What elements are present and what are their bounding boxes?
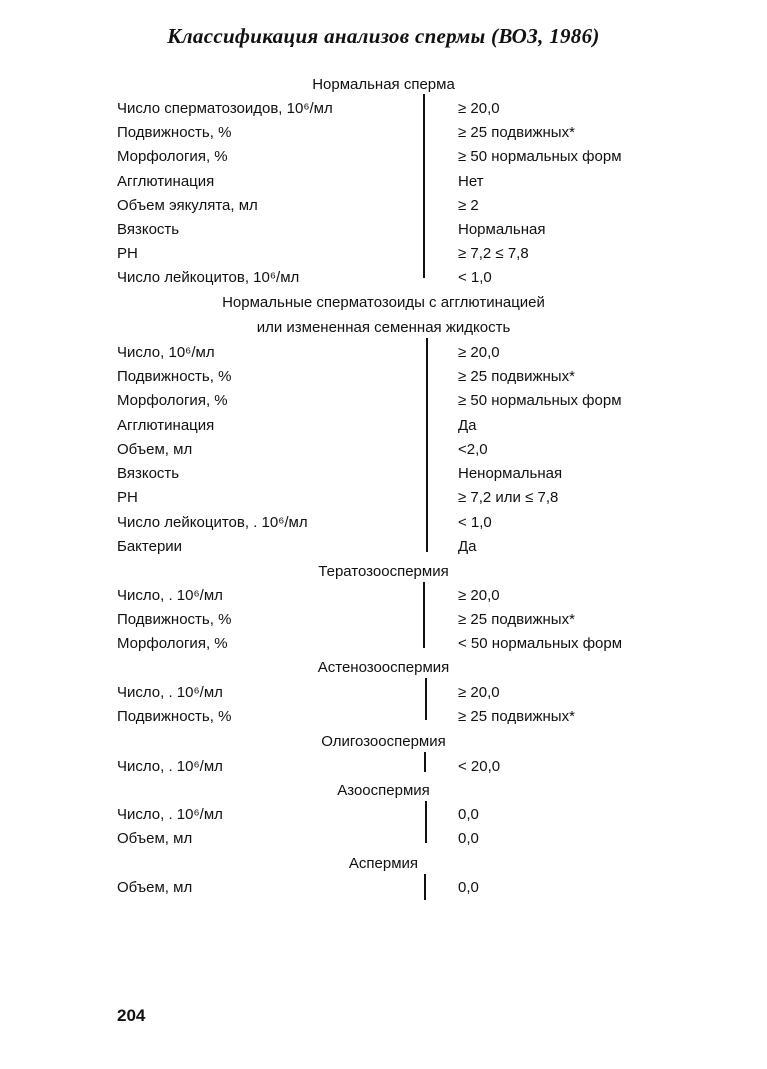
row-label: Бактерии — [117, 538, 183, 555]
row-label: Подвижность, % — [117, 708, 232, 725]
row-value: < 50 нормальных форм — [458, 635, 623, 652]
row-value: Нормальная — [458, 221, 546, 238]
row-value: ≥ 25 подвижных* — [458, 611, 575, 628]
section-divider — [423, 94, 425, 278]
row-value: ≥ 20,0 — [458, 684, 500, 701]
row-label: Число, . 10⁶/мл — [117, 684, 223, 701]
row-label: Число, . 10⁶/мл — [117, 758, 223, 775]
row-value: Да — [458, 538, 477, 555]
row-label: РН — [117, 245, 138, 262]
row-label: Объем, мл — [117, 830, 193, 847]
row-label: Вязкость — [117, 221, 180, 238]
row-value: 0,0 — [458, 806, 479, 823]
row-label: Подвижность, % — [117, 611, 232, 628]
section-heading-aspermia: Аспермия — [348, 855, 419, 872]
row-value: Нет — [458, 173, 484, 190]
row-value: ≥ 50 нормальных форм — [458, 392, 622, 409]
row-value: ≥ 25 подвижных* — [458, 368, 575, 385]
page-number: 204 — [117, 1006, 146, 1025]
row-label: Число лейкоцитов, 10⁶/мл — [117, 269, 300, 286]
row-label: Вязкость — [117, 465, 180, 482]
section-heading-asthenozoospermia: Астенозооспермия — [317, 659, 450, 676]
row-label: РН — [117, 489, 138, 506]
row-label: Объем эякулята, мл — [117, 197, 258, 214]
section-divider — [425, 801, 427, 843]
section-divider — [423, 582, 425, 648]
section-heading-agglutination: Нормальные сперматозоиды с агглютинацией — [222, 294, 545, 311]
row-value: ≥ 7,2 ≤ 7,8 — [458, 245, 529, 262]
row-label: Морфология, % — [117, 392, 228, 409]
row-label: Морфология, % — [117, 148, 228, 165]
section-divider — [426, 338, 428, 552]
row-value: < 1,0 — [458, 269, 492, 286]
row-value: Ненормальная — [458, 465, 563, 482]
row-value: ≥ 20,0 — [458, 587, 500, 604]
row-label: Агглютинация — [117, 173, 215, 190]
row-label: Объем, мл — [117, 441, 193, 458]
section-heading-azoospermia: Азооспермия — [337, 782, 430, 799]
row-label: Число, 10⁶/мл — [117, 344, 215, 361]
row-value: 0,0 — [458, 830, 479, 847]
section-heading-agglutination-line2: или измененная семенная жидкость — [256, 319, 511, 336]
row-label: Подвижность, % — [117, 368, 232, 385]
section-divider — [425, 678, 427, 720]
row-label: Число лейкоцитов, . 10⁶/мл — [117, 514, 308, 531]
row-value: < 1,0 — [458, 514, 492, 531]
row-label: Объем, мл — [117, 879, 193, 896]
row-value: ≥ 2 — [458, 197, 479, 214]
row-value: Да — [458, 417, 477, 434]
section-divider — [424, 752, 426, 772]
row-value: ≥ 7,2 или ≤ 7,8 — [458, 489, 559, 506]
section-heading-oligozoospermia: Олигозооспермия — [321, 733, 446, 750]
row-value: ≥ 25 подвижных* — [458, 708, 575, 725]
row-label: Подвижность, % — [117, 124, 232, 141]
row-value: 0,0 — [458, 879, 479, 896]
row-label: Агглютинация — [117, 417, 215, 434]
section-heading-teratozoospermia: Тератозооспермия — [318, 563, 449, 580]
row-value: ≥ 50 нормальных форм — [458, 148, 622, 165]
row-label: Число, . 10⁶/мл — [117, 587, 223, 604]
row-value: < 20,0 — [458, 758, 501, 775]
section-divider — [424, 874, 426, 900]
row-value: ≥ 25 подвижных* — [458, 124, 575, 141]
row-value: ≥ 20,0 — [458, 344, 500, 361]
page-title: Классификация анализов спермы (ВОЗ, 1986) — [167, 24, 600, 48]
row-label: Морфология, % — [117, 635, 228, 652]
row-value: <2,0 — [458, 441, 488, 458]
row-label: Число сперматозоидов, 10⁶/мл — [117, 100, 333, 117]
row-label: Число, . 10⁶/мл — [117, 806, 223, 823]
section-heading-normal: Нормальная сперма — [312, 76, 455, 93]
row-value: ≥ 20,0 — [458, 100, 500, 117]
